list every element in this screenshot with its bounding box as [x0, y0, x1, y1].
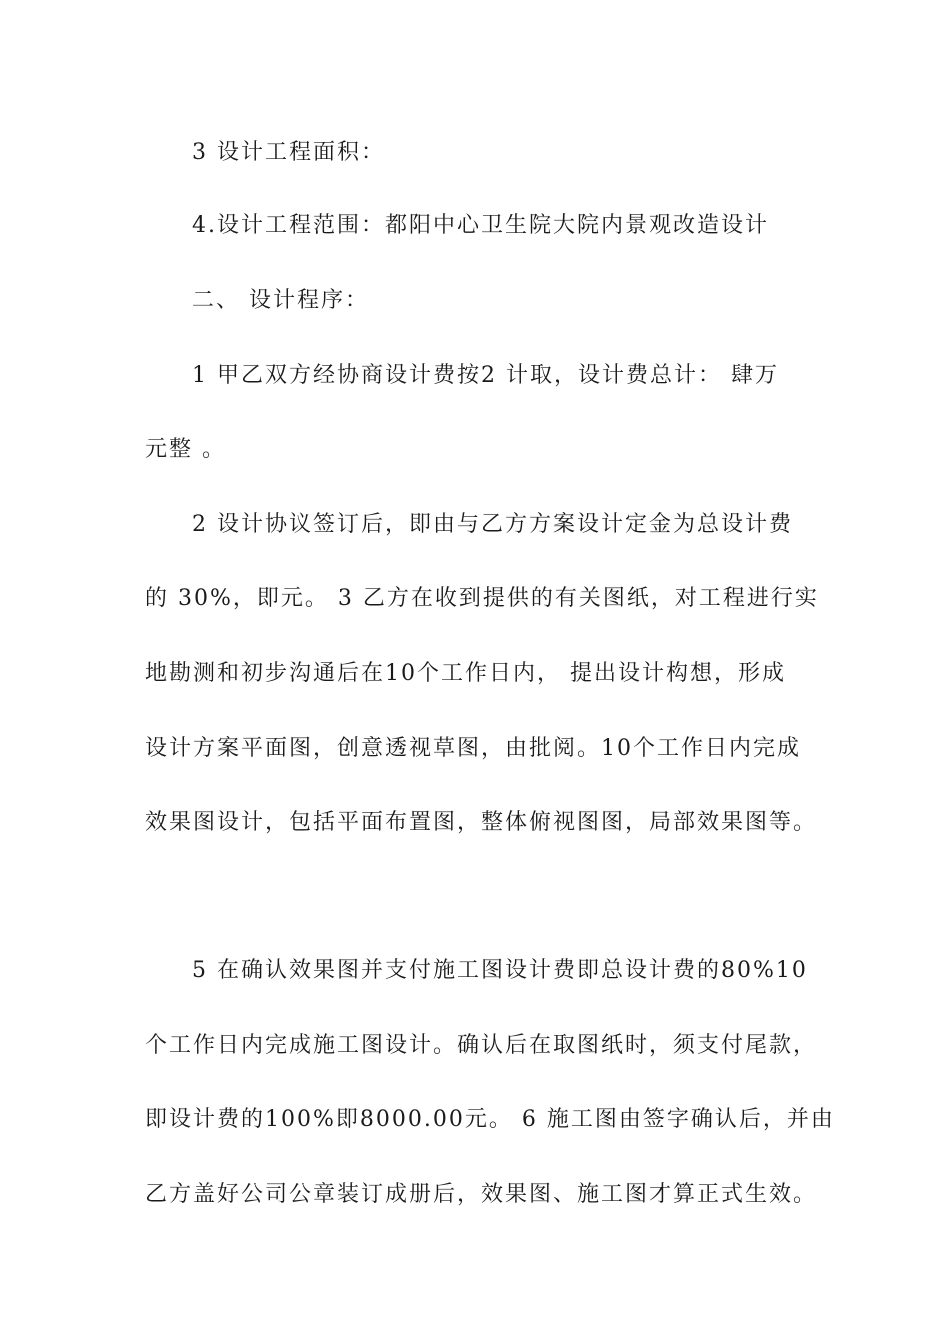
paragraph-2-line-3: 地勘测和初步沟通后在10个工作日内， 提出设计构想，形成	[145, 661, 786, 686]
section-2-heading: 二、 设计程序：	[192, 288, 369, 313]
paragraph-5-line-1: 5 在确认效果图并支付施工图设计费即总设计费的80%10	[192, 958, 808, 983]
paragraph-2-line-4: 设计方案平面图，创意透视草图，由批阅。10个工作日内完成	[145, 736, 801, 761]
paragraph-5-line-2: 个工作日内完成施工图设计。确认后在取图纸时，须支付尾款，	[145, 1033, 818, 1058]
paragraph-2-line-1: 2 设计协议签订后，即由与乙方方案设计定金为总设计费	[192, 512, 793, 537]
item-4-design-scope: 4.设计工程范围：都阳中心卫生院大院内景观改造设计	[192, 213, 769, 238]
paragraph-2-line-2: 的 30%，即元。 3 乙方在收到提供的有关图纸，对工程进行实	[145, 586, 819, 611]
paragraph-2-line-5: 效果图设计，包括平面布置图，整体俯视图图，局部效果图等。	[145, 810, 818, 835]
paragraph-1-line-2: 元整 。	[145, 437, 226, 462]
item-3-design-area: 3 设计工程面积：	[192, 140, 385, 165]
paragraph-1-line-1: 1 甲乙双方经协商设计费按2 计取，设计费总计： 肆万	[192, 363, 779, 388]
paragraph-5-line-4: 乙方盖好公司公章装订成册后，效果图、施工图才算正式生效。	[145, 1182, 818, 1207]
paragraph-5-line-3: 即设计费的100%即8000.00元。 6 施工图由签字确认后，并由	[145, 1107, 835, 1132]
